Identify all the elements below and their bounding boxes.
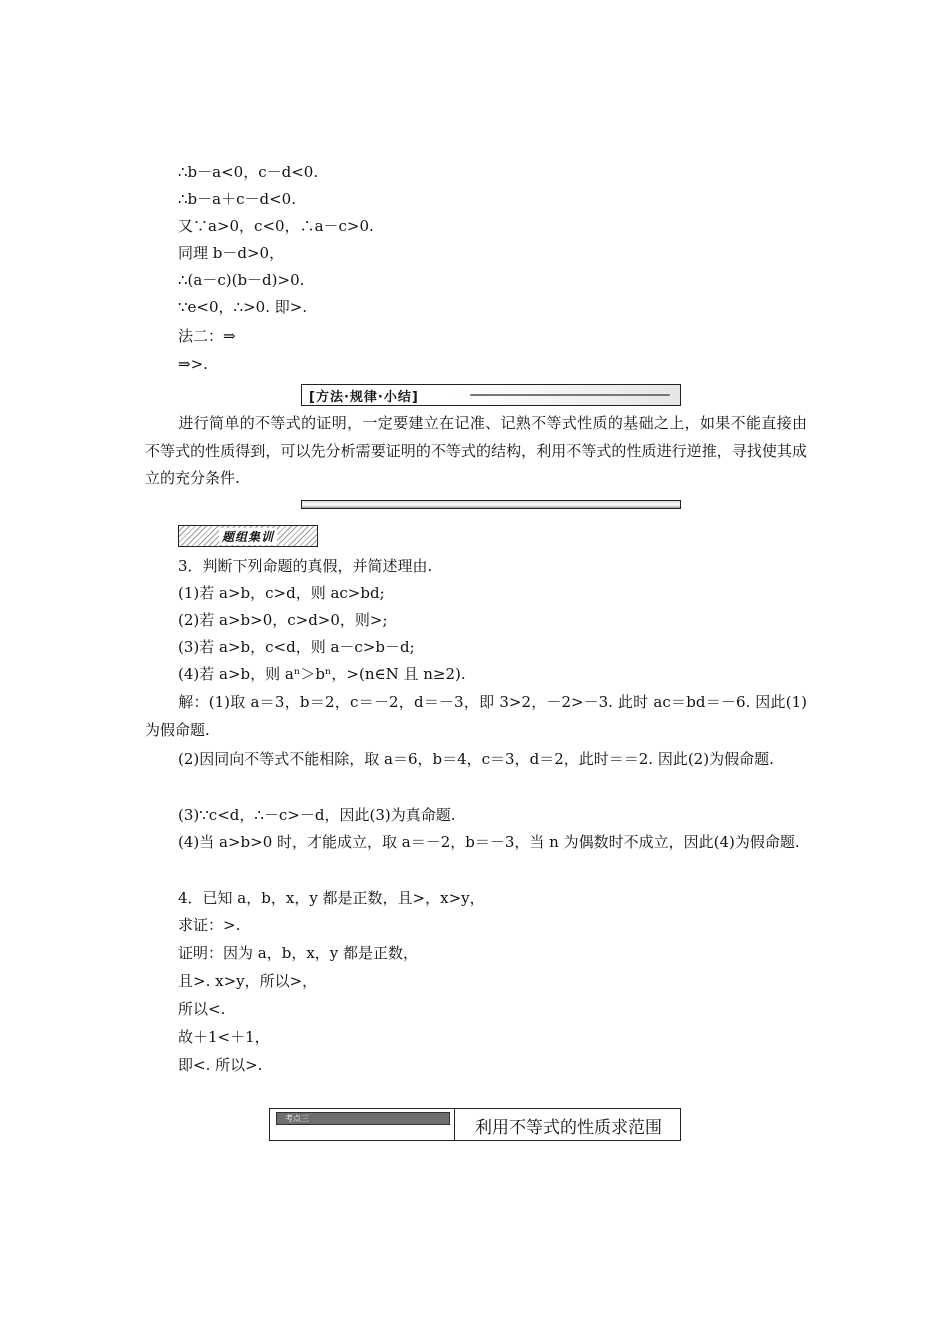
q4-line-3: 证明：因为 a，b，x，y 都是正数， <box>178 944 419 962</box>
derivation-line-1: ∴b－a<0，c－d<0. <box>178 163 319 181</box>
method-two-line: 法二：⇒ <box>178 327 236 345</box>
q4-line-2: 求证：>. <box>178 916 241 934</box>
derivation-line-4: 同理 b－d>0， <box>178 244 285 262</box>
group-badge-label: 题组集训 <box>219 528 277 545</box>
banner-decoration <box>470 394 670 396</box>
topic-divider <box>454 1109 455 1140</box>
q4-line-4: 且>. x>y，所以>， <box>178 972 318 990</box>
method-summary-banner <box>301 384 681 406</box>
banner-label: [方法·规律·小结] <box>306 386 422 405</box>
q3-solution-3 <box>145 802 807 830</box>
derivation-line-2: ∴b－a＋c－d<0. <box>178 190 296 208</box>
q4-line-1: 4．已知 a，b，x，y 都是正数，且>，x>y， <box>178 889 485 907</box>
group-training-badge <box>178 525 318 547</box>
q3-solution-4-text: (4)当 a>b>0 时，才能成立，取 a＝－2，b＝－3，当 n 为偶数时不成立，因此(4)为假命题. <box>178 833 800 851</box>
q3-item-2: (2)若 a>b>0，c>d>0，则>; <box>178 611 388 629</box>
method-two-conclusion: ⇒>. <box>178 355 208 373</box>
q3-solution-1 <box>145 689 807 744</box>
topic-title: 利用不等式的性质求范围 <box>475 1118 662 1138</box>
q3-title: 3．判断下列命题的真假，并简述理由. <box>178 557 433 575</box>
summary-text: 进行简单的不等式的证明，一定要建立在记准、记熟不等式性质的基础之上，如果不能直接由不等式的性质得到，可以先分析需要证明的不等式的结构，利用不等式的性质进行逆推，寻找使其成立的充分条件. <box>145 414 807 487</box>
topic-header-box <box>269 1108 681 1141</box>
q3-item-1: (1)若 a>b，c>d，则 ac>bd; <box>178 584 385 602</box>
q3-solution-1-text: 解：(1)取 a＝3，b＝2，c＝－2，d＝－3，即 3>2，－2>－3. 此时 ac＝bd＝－6. 因此(1)为假命题. <box>145 693 807 739</box>
topic-tag <box>276 1112 450 1125</box>
summary-paragraph <box>145 410 807 493</box>
topic-tag-label: 考点三 <box>285 1114 309 1123</box>
derivation-line-6: ∵e<0，∴>0. 即>. <box>178 298 308 316</box>
q3-item-3: (3)若 a>b，c<d，则 a－c>b－d; <box>178 638 415 656</box>
q3-solution-2-text: (2)因同向不等式不能相除，取 a＝6，b＝4，c＝3，d＝2，此时＝＝2. 因此(2)为假命题. <box>178 750 774 768</box>
derivation-line-5: ∴(a－c)(b－d)>0. <box>178 271 305 289</box>
q4-line-6: 故＋1<＋1， <box>178 1028 270 1046</box>
q3-solution-2 <box>145 746 807 774</box>
derivation-line-3: 又∵a>0，c<0，∴a－c>0. <box>178 217 374 235</box>
q4-line-5: 所以<. <box>178 1000 226 1018</box>
q4-line-7: 即<. 所以>. <box>178 1056 263 1074</box>
q3-solution-4 <box>145 829 807 857</box>
q3-solution-3-text: (3)∵c<d，∴－c>－d，因此(3)为真命题. <box>178 806 456 824</box>
q3-item-4: (4)若 a>b，则 aⁿ＞bⁿ，>(n∈N 且 n≥2). <box>178 665 466 683</box>
summary-end-bar <box>301 500 681 509</box>
